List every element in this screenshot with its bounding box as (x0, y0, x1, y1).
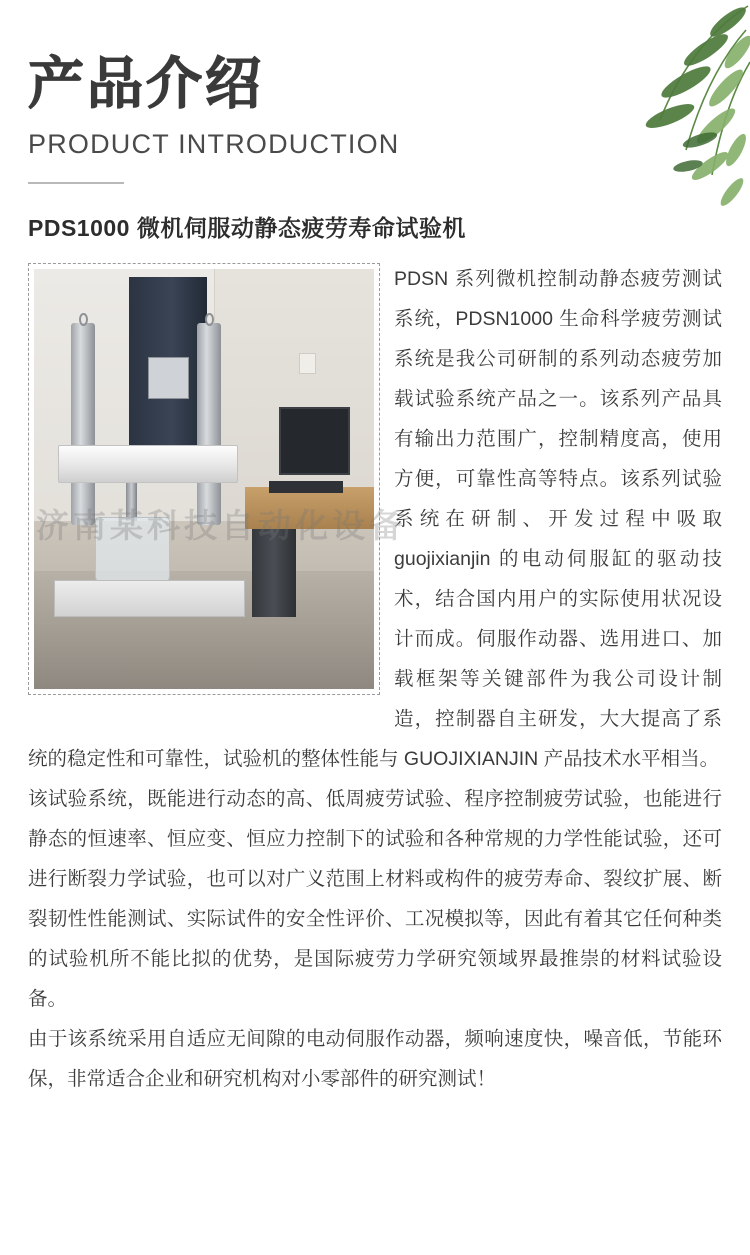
photo-desk (245, 487, 374, 529)
product-photo-frame (28, 263, 380, 695)
photo-post-cap-left (79, 313, 88, 326)
photo-keyboard (269, 481, 344, 494)
description-paragraph-2: 该试验系统，既能进行动态的高、低周疲劳试验、程序控制疲劳试验，也能进行静态的恒速率、恒应变、恒应力控制下的试验和各种常规的力学性能试验，还可进行断裂力学试验，也可以对广义范围上材料或构件的疲劳寿命、裂纹扩展、断裂韧性性能测试、实际试件的安全性评价、工况模拟等，因此有着其它任何种类的试验机所不能比拟的优势，是国际疲劳力学研究领域界最推崇的材料试验设备。 (28, 787, 722, 1010)
photo-machine-post-left (71, 323, 95, 525)
product-description (28, 259, 722, 1099)
photo-post-cap-right (205, 313, 214, 326)
photo-machine-post-right (197, 323, 221, 525)
description-paragraph-3: 由于该系统采用自适应无间隙的电动伺服作动器，频响速度快，噪音低，节能环保，非常适合企业和研究机构对小零部件的研究测试！ (28, 1027, 722, 1090)
watermark: 济南某科技自动化设备 (36, 507, 406, 544)
header-divider (28, 182, 124, 184)
page-title-cn: 产品介绍 (28, 52, 264, 117)
photo-wall-socket (299, 353, 316, 374)
photo-computer-tower (252, 529, 296, 617)
page-header (28, 0, 722, 184)
photo-computer-monitor (279, 407, 350, 474)
photo-specimen-chamber (95, 517, 170, 584)
page-title-en: PRODUCT INTRODUCTION (28, 128, 400, 159)
photo-machine-base (54, 580, 244, 618)
product-heading: PDS1000 微机伺服动静态疲劳寿命试验机 (28, 214, 466, 241)
product-photo (34, 269, 374, 689)
photo-machine-actuator-rod (126, 483, 138, 521)
photo-machine-crosshead (58, 445, 238, 483)
photo-machine-display (148, 357, 189, 399)
description-paragraph-1: PDSN 系列微机控制动静态疲劳测试系统，PDSN1000 生命科学疲劳测试系统是我公司研制的系列动态疲劳加载试验系统产品之一。该系列产品具有输出力范围广，控制精度高，使用方便，可靠性高等特点。该系列试验系统在研制、开发过程中吸取 guojixianjin 的电动伺服缸的驱动技术，结合国内用户的实际使用状况设计而成。伺服作动器、选用进口、加载框架等关键部件为我公司设计制造，控制器自主研发，大大提高了系统的稳定性和可靠性，试验机的整体性能与 GUOJIXIANJIN 产品技术水平相当。 (28, 267, 722, 770)
